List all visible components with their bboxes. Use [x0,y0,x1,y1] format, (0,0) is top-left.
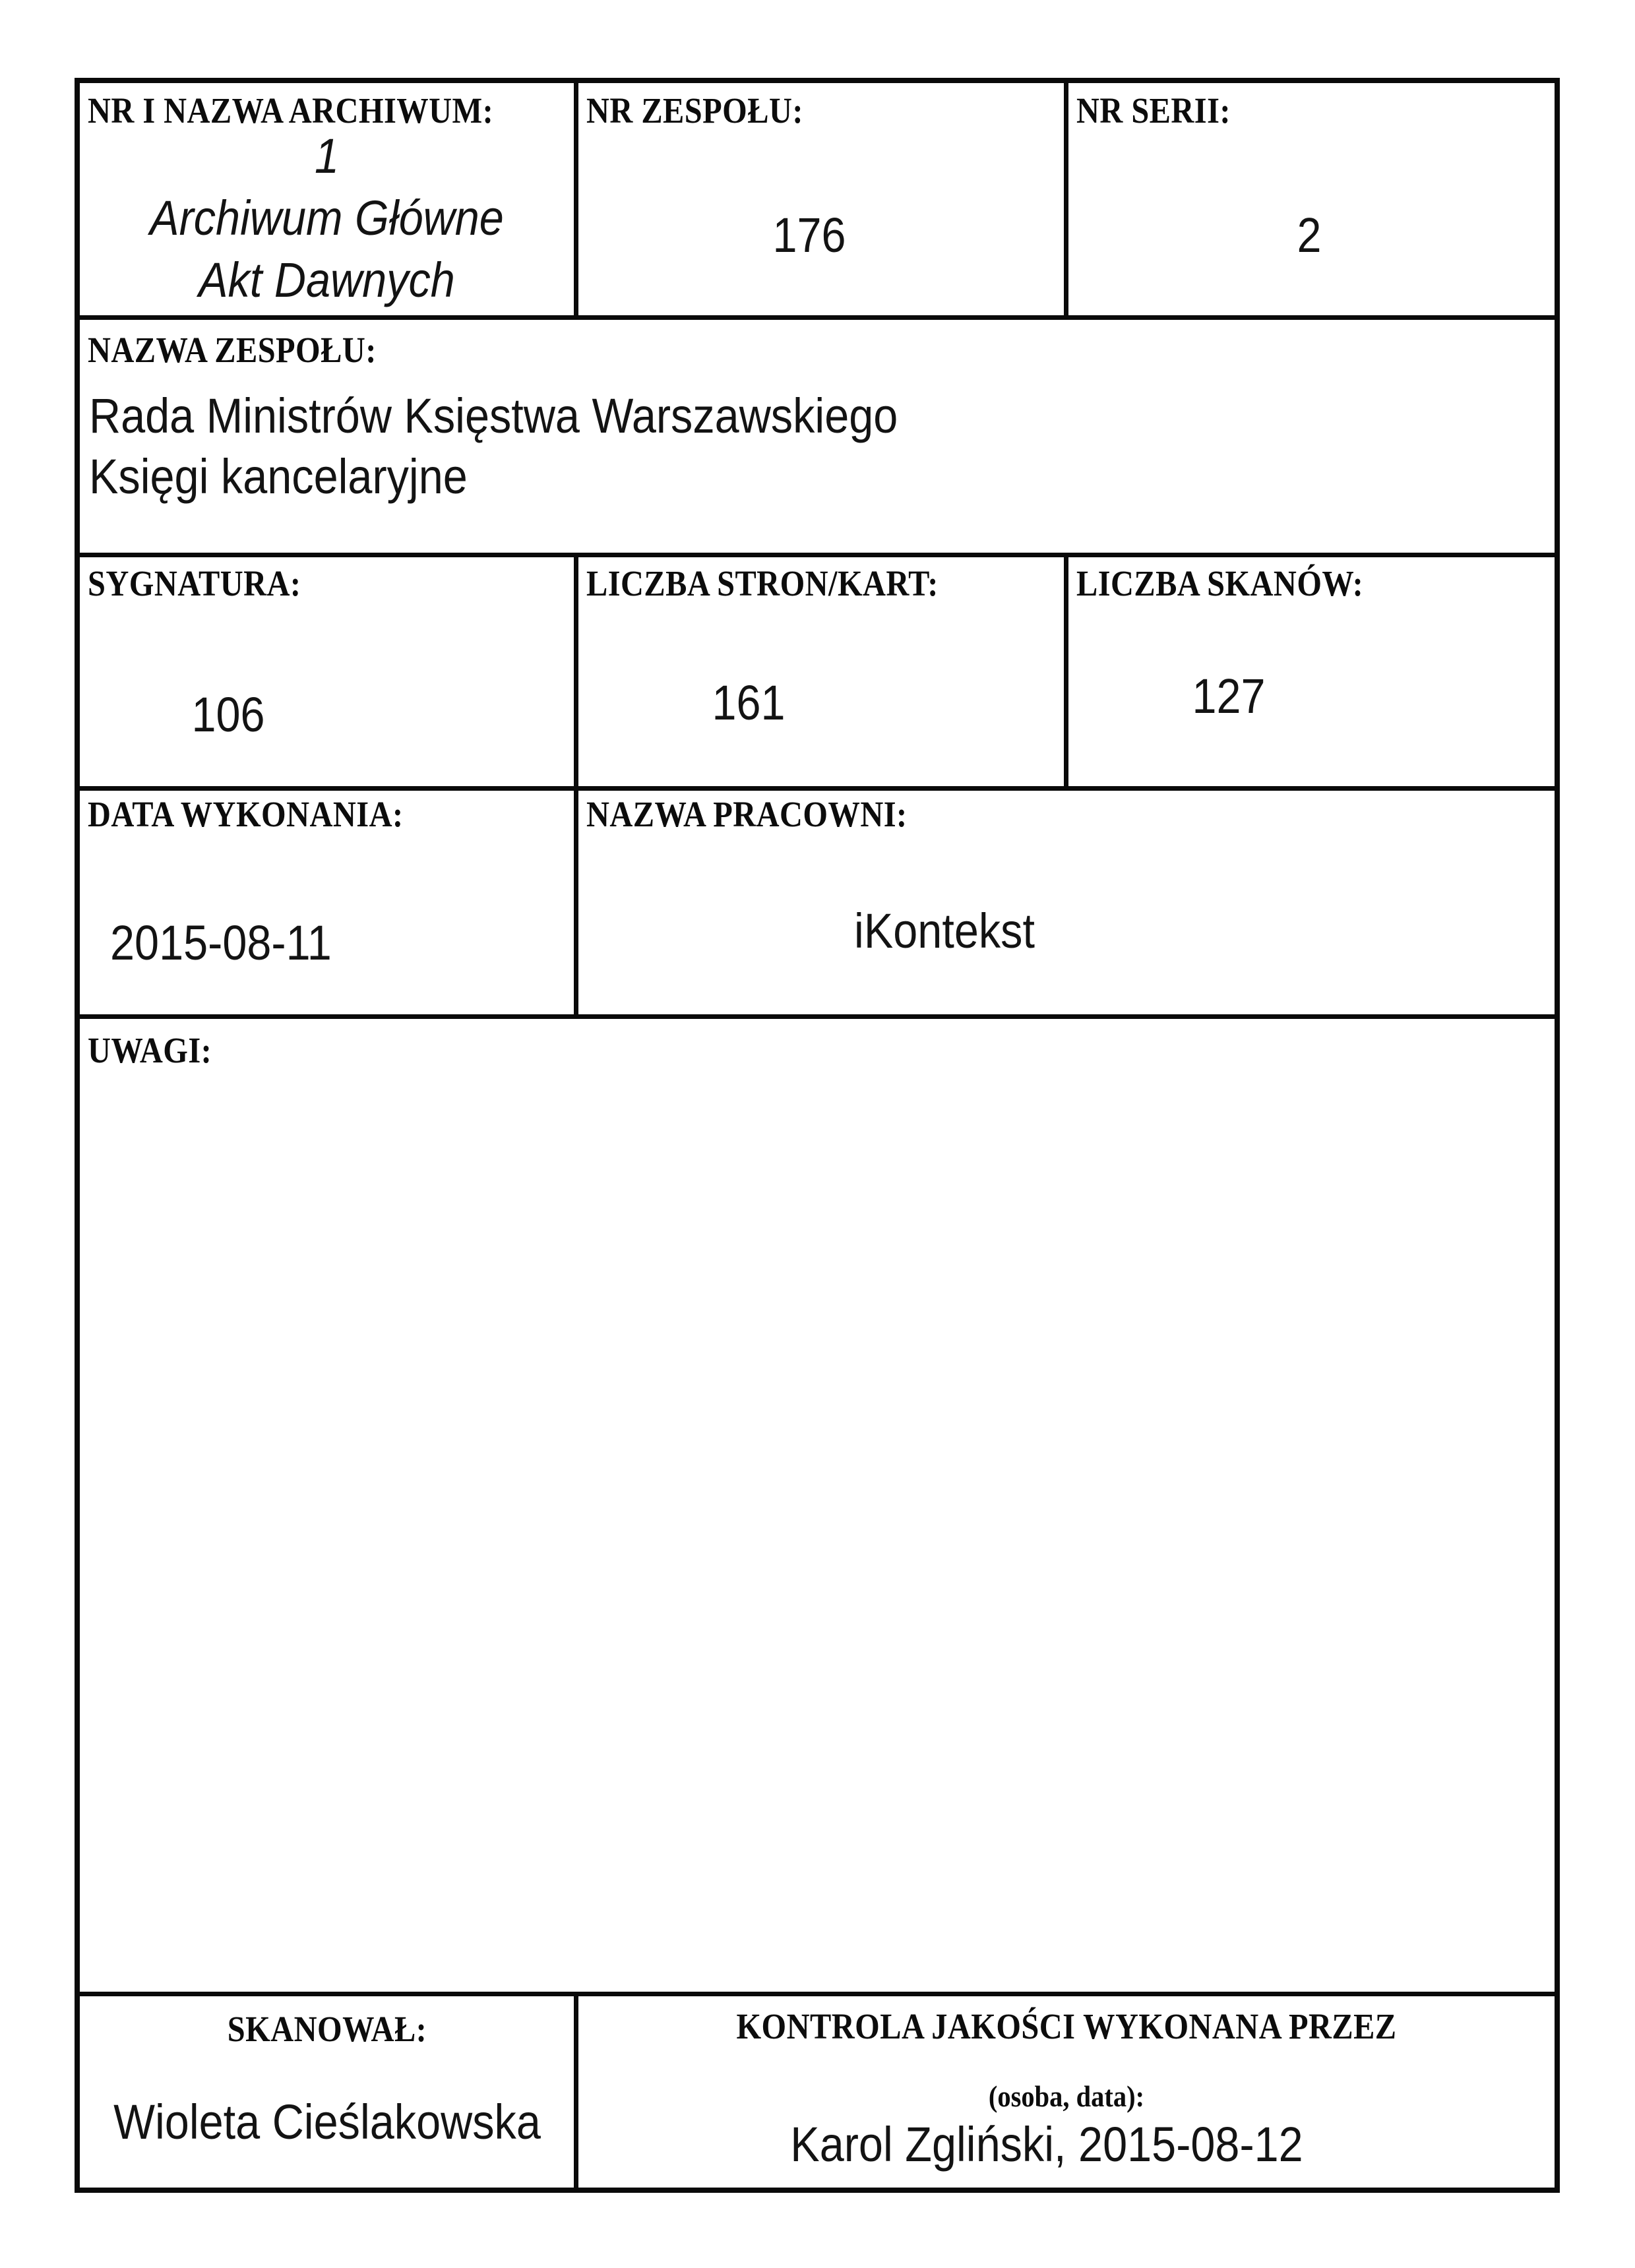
row-fonds-name [80,315,1555,553]
signature-label: SYGNATURA: [88,563,301,603]
scans-count-cell [1064,557,1555,786]
series-number-label: NR SERII: [1076,90,1231,131]
pages-count-label: LICZBA STRON/KART: [586,563,939,603]
scanned-by-cell [80,1996,574,2188]
workshop-label: NAZWA PRACOWNI: [586,794,908,834]
quality-control-label: KONTROLA JAKOŚCI WYKONANA PRZEZ [736,2006,1397,2046]
scans-count-value: 127 [1192,669,1266,723]
series-number-value: 2 [1297,208,1322,262]
archive-name-line1: Archiwum Główne [150,191,504,245]
archive-value [104,125,549,311]
fonds-name-line1: Rada Ministrów Księstwa Warszawskiego [89,388,898,443]
workshop-value: iKontekst [854,904,1035,958]
signature-cell [80,557,574,786]
fonds-name-label: NAZWA ZESPOŁU: [88,330,377,370]
fonds-number-cell [574,83,1064,315]
fonds-number-value: 176 [772,208,846,262]
scan-date-label: DATA WYKONANIA: [88,794,404,834]
row-counts [80,553,1555,786]
archive-number-value: 1 [314,129,340,183]
row-signoff [80,1992,1555,2188]
archive-label: NR I NAZWA ARCHIWUM: [88,90,494,131]
signature-value: 106 [191,687,265,742]
row-remarks [80,1014,1555,1992]
archive-name-line2: Akt Dawnych [199,253,455,307]
series-number-cell [1064,83,1555,315]
workshop-cell [574,791,1555,1014]
quality-control-cell [574,1996,1555,2188]
fonds-name-line2: Księgi kancelaryjne [89,449,468,504]
scan-date-cell [80,791,574,1014]
row-archive-ids [80,83,1555,315]
pages-count-value: 161 [712,675,786,730]
quality-control-value: Karol Zgliński, 2015-08-12 [790,2117,1304,2172]
row-date-workshop [80,786,1555,1014]
scans-count-label: LICZBA SKANÓW: [1076,563,1364,603]
quality-control-sublabel: (osoba, data): [988,2079,1145,2113]
fonds-number-label: NR ZESPOŁU: [586,90,803,131]
scanned-by-value: Wioleta Cieślakowska [113,2095,541,2149]
scan-date-value: 2015-08-11 [110,915,332,970]
fonds-name-value [89,386,898,507]
fonds-name-cell [80,320,1555,553]
remarks-label: UWAGI: [88,1030,212,1070]
archive-metadata-table [75,78,1560,2193]
remarks-cell [80,1019,1555,1992]
archive-cell [80,83,574,315]
scanned-by-label: SKANOWAŁ: [227,2009,427,2049]
pages-count-cell [574,557,1064,786]
